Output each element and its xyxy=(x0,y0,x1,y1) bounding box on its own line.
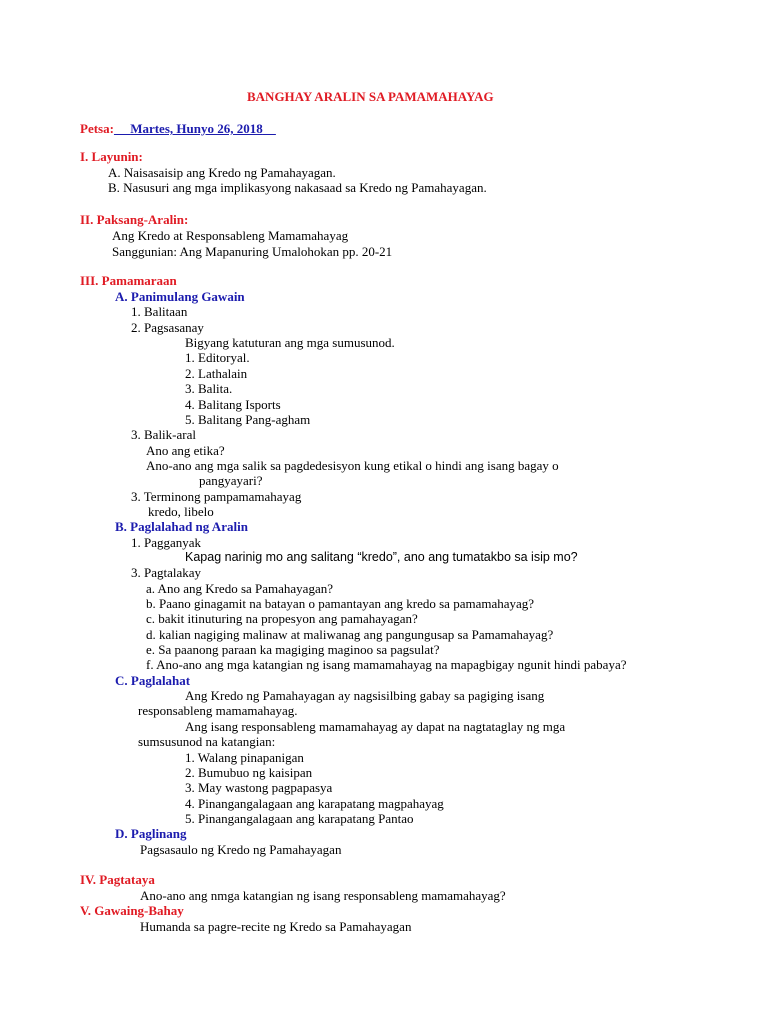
discussion-question: a. Ano ang Kredo sa Pamahayagan? xyxy=(146,581,333,596)
list-item: 4. Pinangangalagaan ang karapatang magpahayag xyxy=(185,796,444,811)
topic-line-1: Ang Kredo at Responsableng Mamamahayag xyxy=(112,228,349,243)
date-label: Petsa: xyxy=(80,121,114,136)
discussion-question: b. Paano ginagamit na batayan o pamantayan ang kredo sa pamamahayag? xyxy=(146,596,535,611)
section-3-heading: III. Pamamaraan xyxy=(80,273,177,288)
date-value: Martes, Hunyo 26, 2018 xyxy=(130,121,263,136)
section-2-heading: II. Paksang-Aralin: xyxy=(80,212,189,227)
list-item: 1. Balitaan xyxy=(131,304,188,319)
list-item: 2. Bumubuo ng kaisipan xyxy=(185,765,313,780)
list-item: 1. Pagganyak xyxy=(131,535,202,550)
list-item: 3. Balik-aral xyxy=(131,427,196,442)
discussion-question: d. kalian nagiging malinaw at maliwanag ang pangungusap sa Pamamahayag? xyxy=(146,627,554,642)
review-question: Ano ang etika? xyxy=(146,443,225,458)
generalization-paragraph: Ang isang responsableng mamamahayag ay dapat na nagtataglay ng mga xyxy=(185,719,566,734)
review-question: Ano-ano ang mga salik sa pagdedesisyon kung etikal o hindi ang isang bagay o xyxy=(146,458,559,473)
document-title: BANGHAY ARALIN SA PAMAMAHAYAG xyxy=(247,89,494,104)
motivation-question: Kapag narinig mo ang salitang “kredo”, ano ang tumatakbo sa isip mo? xyxy=(185,550,578,564)
objective-b: B. Nasusuri ang mga implikasyong nakasaad sa Kredo ng Pamahayagan. xyxy=(108,180,487,195)
list-item: 5. Pinangangalagaan ang karapatang Pantao xyxy=(185,811,414,826)
subsection-b-heading: B. Paglalahad ng Aralin xyxy=(115,519,248,534)
review-question-continued: pangyayari? xyxy=(199,473,263,488)
topic-reference: Sanggunian: Ang Mapanuring Umalohokan pp. 20-21 xyxy=(112,244,393,259)
list-item: 4. Balitang Isports xyxy=(185,397,281,412)
discussion-question: c. bakit itinuturing na propesyon ang pamahayagan? xyxy=(146,611,418,626)
section-5-heading: V. Gawaing-Bahay xyxy=(80,903,184,918)
date-line xyxy=(80,121,276,136)
date-underline-pre: __ xyxy=(113,121,131,136)
generalization-paragraph: Ang Kredo ng Pamahayagan ay nagsisilbing gabay sa pagiging isang xyxy=(185,688,545,703)
objective-a: A. Naisasaisip ang Kredo ng Pamahayagan. xyxy=(108,165,336,180)
generalization-paragraph-continued: responsableng mamamahayag. xyxy=(138,703,298,718)
list-item: 3. May wastong pagpapasya xyxy=(185,780,333,795)
list-item: 5. Balitang Pang-agham xyxy=(185,412,311,427)
homework-text: Humanda sa pagre-recite ng Kredo sa Pamahayagan xyxy=(140,919,412,934)
list-item: 2. Lathalain xyxy=(185,366,248,381)
terms-text: kredo, libelo xyxy=(148,504,214,519)
list-item: 1. Editoryal. xyxy=(185,350,250,365)
section-1-heading: I. Layunin: xyxy=(80,149,143,164)
discussion-question: f. Ano-ano ang mga katangian ng isang mamamahayag na mapagbigay ngunit hindi pabaya? xyxy=(146,657,627,672)
evaluation-question: Ano-ano ang nmga katangian ng isang responsableng mamamahayag? xyxy=(140,888,506,903)
section-4-heading: IV. Pagtataya xyxy=(80,872,155,887)
list-item: 3. Terminong pampamamahayag xyxy=(131,489,302,504)
discussion-question: e. Sa paanong paraan ka magiging maginoo sa pagsulat? xyxy=(146,642,440,657)
list-item: 1. Walang pinapanigan xyxy=(185,750,304,765)
subsection-d-heading: D. Paglinang xyxy=(115,826,187,841)
list-item: 3. Pagtalakay xyxy=(131,565,202,580)
list-item: 3. Balita. xyxy=(185,381,233,396)
subsection-a-heading: A. Panimulang Gawain xyxy=(115,289,245,304)
development-text: Pagsasaulo ng Kredo ng Pamahayagan xyxy=(140,842,342,857)
subsection-c-heading: C. Paglalahat xyxy=(115,673,191,688)
date-underline-post: __ xyxy=(262,121,276,136)
list-item: 2. Pagsasanay xyxy=(131,320,204,335)
exercise-instruction: Bigyang katuturan ang mga sumusunod. xyxy=(185,335,395,350)
generalization-paragraph-continued: sumsusunod na katangian: xyxy=(138,734,276,749)
